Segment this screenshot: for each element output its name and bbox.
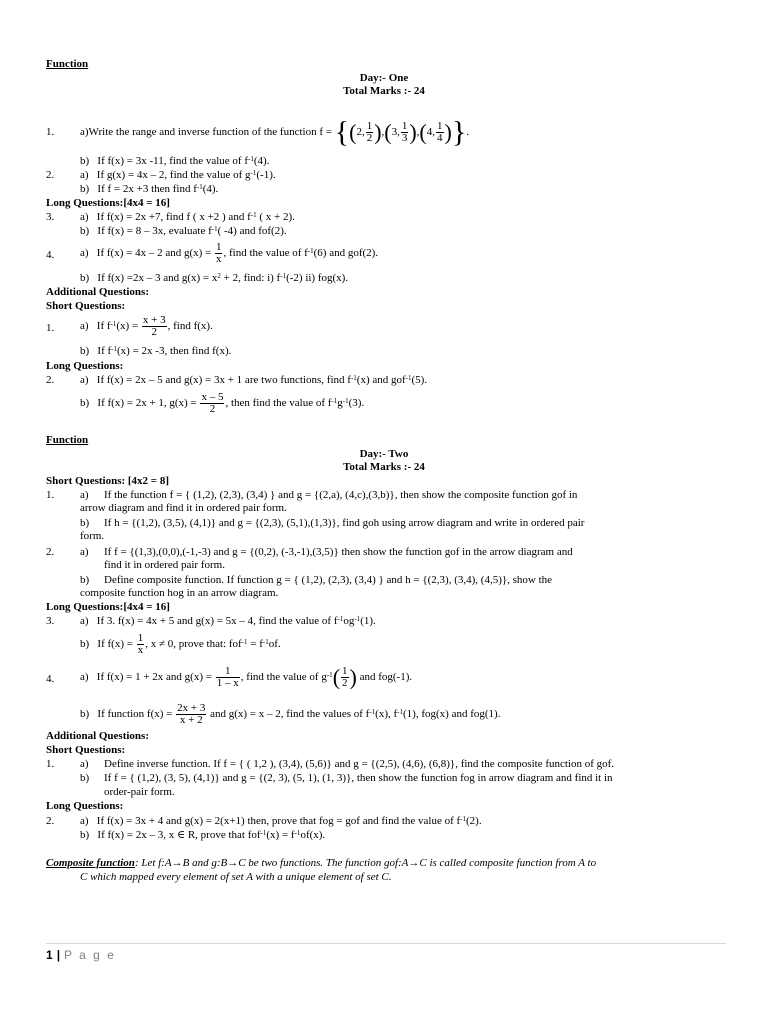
- question-number: 2.: [46, 815, 55, 827]
- additional-question-2a: a) If f(x) = 2x – 5 and g(x) = 3x + 1 are two functions, find $f^{-1}(x)$ and gof$^{-1}$(5).: [80, 374, 428, 386]
- question-3b: b) If f(x) = 8 – 3x, evaluate $f^{-1}$( -4) and fof(2).: [80, 225, 287, 237]
- page-footer: [46, 948, 116, 962]
- question-number: 3.: [46, 615, 55, 627]
- question-number: 1.: [46, 126, 55, 138]
- definition-term: Composite function: [46, 857, 135, 869]
- additional-question-2b: b) If f(x) = 2x – 3, x ∈ R, prove that $fof^{-1}(x) = f^{-1}of(x)$.: [80, 829, 326, 841]
- additional-question-1b-line1: If f = { (1,2), (3, 5), (4,1)} and g = {(2, 3), (5, 1), (1, 3)}, then show the function fog in arrow diagram and find it in: [104, 772, 613, 784]
- question-1a-line1: If the function f = { (1,2), (2,3), (3,4) } and g = {(2,a), (4,c),(3,b)}, then show the composite function gof in: [104, 489, 578, 501]
- question-2b-label: b): [80, 574, 90, 586]
- total-marks-day1: Total Marks :- 24: [343, 85, 425, 97]
- short-questions-heading: Short Questions:: [46, 744, 126, 756]
- question-number: 4.: [46, 673, 55, 685]
- additional-questions-heading: Additional Questions:: [46, 286, 149, 298]
- question-2a: a) If g(x) = 4x – 2, find the value of $g^{-1}(-1)$.: [80, 169, 276, 181]
- question-number: 2.: [46, 169, 55, 181]
- question-number: 2.: [46, 546, 55, 558]
- question-3a: a) If 3. f(x) = 4x + 5 and g(x) = 5x – 4, find the value of $f^{-1}og^{-1}(1)$.: [80, 615, 376, 627]
- question-1b-line2: form.: [80, 530, 105, 542]
- question-3a: a) If f(x) = 2x +7, find f ( x +2 ) and $f^{-1}$ ( x + 2).: [80, 211, 295, 223]
- question-4a: a) If f(x) = 1 + 2x and g(x) = $\frac{1}{1 - x}$ , find the value of $g^{-1}$( $\frac{1}{2}$ ) and fog(-1).: [80, 664, 413, 690]
- question-2a-line1: If f = {(1,3),(0,0),(-1,-3) and g = {(0,2), (-3,-1),(3,5)} then show the function gof in the arrow diagram and: [104, 546, 573, 558]
- additional-question-1a: a) If $f^{-1}(x)$ = $\frac{x + 3}{2}$ , find f(x).: [80, 313, 213, 338]
- question-2b-line2: composite function hog in an arrow diagram.: [80, 587, 279, 599]
- question-2b-line1: Define composite function. If function g = { (1,2), (2,3), (3,4) } and h = {(2,3), (3,4), (4,5)}, show the: [104, 574, 553, 586]
- long-questions-heading: Long Questions:[4x4 = 16]: [46, 601, 170, 613]
- section-title-day2: Function: [46, 434, 89, 446]
- long-questions-heading: Long Questions:[4x4 = 16]: [46, 197, 170, 209]
- question-2a-label: a): [80, 546, 89, 558]
- additional-question-1b-line2: order-pair form.: [104, 786, 175, 798]
- short-questions-heading: Short Questions:: [46, 300, 126, 312]
- total-marks-day2: Total Marks :- 24: [343, 461, 425, 473]
- composite-function-definition-line1: Composite function: Let f:A→B and g:B→C be two functions. The function gof:A→C is called composite function from A to: [46, 857, 597, 869]
- question-number: 1.: [46, 322, 55, 334]
- additional-question-2b: b) If f(x) = 2x + 1, g(x) = $\frac{x - 5}{2}$ , then find the value of $f^{-1}g^{-1}(3)$.: [80, 390, 365, 415]
- section-title-day1: Function: [46, 58, 89, 70]
- additional-question-2a: a) If f(x) = 3x + 4 and g(x) = 2(x+1) then, prove that fog = gof and find the value of $f^{-1}(2)$.: [80, 815, 482, 827]
- question-1a-line2: arrow diagram and find it in ordered pair form.: [80, 502, 287, 514]
- question-1a: a)Write the range and inverse function of the function f = {(2, $\frac{1}{2}$ ),(3, $\frac{1}{3}$ ),(4, $\frac{1}{4}$ )}.: [80, 115, 469, 149]
- footer-separator: |: [56, 948, 61, 962]
- additional-question-1a-label: a): [80, 758, 89, 770]
- question-4b: b) If function f(x) = $\frac{2x + 3}{x + 2}$ and g(x) = x – 2, find the values of $f^{-1}(x)$, $f^{-1}(1)$, fog(x) and fog(1).: [80, 701, 501, 726]
- question-number: 1.: [46, 758, 55, 770]
- question-1a-label: a): [80, 489, 89, 501]
- long-questions-heading: Long Questions:: [46, 800, 124, 812]
- additional-questions-heading: Additional Questions:: [46, 730, 149, 742]
- question-2b: b) If f = 2x +3 then find $f^{-1}(4)$.: [80, 183, 219, 195]
- question-number: 2.: [46, 374, 55, 386]
- day-title-day2: Day:- Two: [359, 448, 409, 460]
- additional-question-1b-label: b): [80, 772, 90, 784]
- footer-divider: [46, 943, 726, 944]
- composite-function-definition-line2: C which mapped every element of set A with a unique element of set C.: [80, 871, 392, 883]
- page-word: P a g e: [64, 948, 116, 962]
- long-questions-heading: Long Questions:: [46, 360, 124, 372]
- additional-question-1b: b) If $f^{-1}(x) = 2x$ -3, then find f(x).: [80, 345, 232, 357]
- question-3b: b) If f(x) = $\frac{1}{x}$ , x ≠ 0, prove that: $fof^{-1} = f^{-1}of$.: [80, 631, 281, 656]
- question-1b-label: b): [80, 517, 90, 529]
- question-2a-line2: find it in ordered pair form.: [104, 559, 225, 571]
- question-number: 3.: [46, 211, 55, 223]
- day-title-day1: Day:- One: [359, 72, 409, 84]
- question-4b: b) If f(x) =2x – 3 and $g(x) = x^2 + 2$, find: i) $f^{-1}(-2)$ ii) fog(x).: [80, 272, 349, 284]
- question-4a: a) If f(x) = 4x – 2 and g(x) = $\frac{1}{x}$ , find the value of $f^{-1}(6)$ and gof(2).: [80, 240, 379, 265]
- short-questions-heading: Short Questions: [4x2 = 8]: [46, 475, 169, 487]
- question-1b-line1: If h = {(1,2), (3,5), (4,1)} and g = {(2,3), (5,1),(1,3)}, find goh using arrow diagram and write in ordered pair: [104, 517, 585, 529]
- question-number: 1.: [46, 489, 55, 501]
- page-number: 1: [46, 948, 53, 962]
- question-number: 4.: [46, 249, 55, 261]
- question-1b: b) If f(x) = 3x -11, find the value of $f^{-1}(4)$.: [80, 155, 270, 167]
- additional-question-1a: Define inverse function. If f = { ( 1,2 ), (3,4), (5,6)} and g = {(2,5), (4,6), (6,8)}, find the composite function of gof.: [104, 758, 615, 770]
